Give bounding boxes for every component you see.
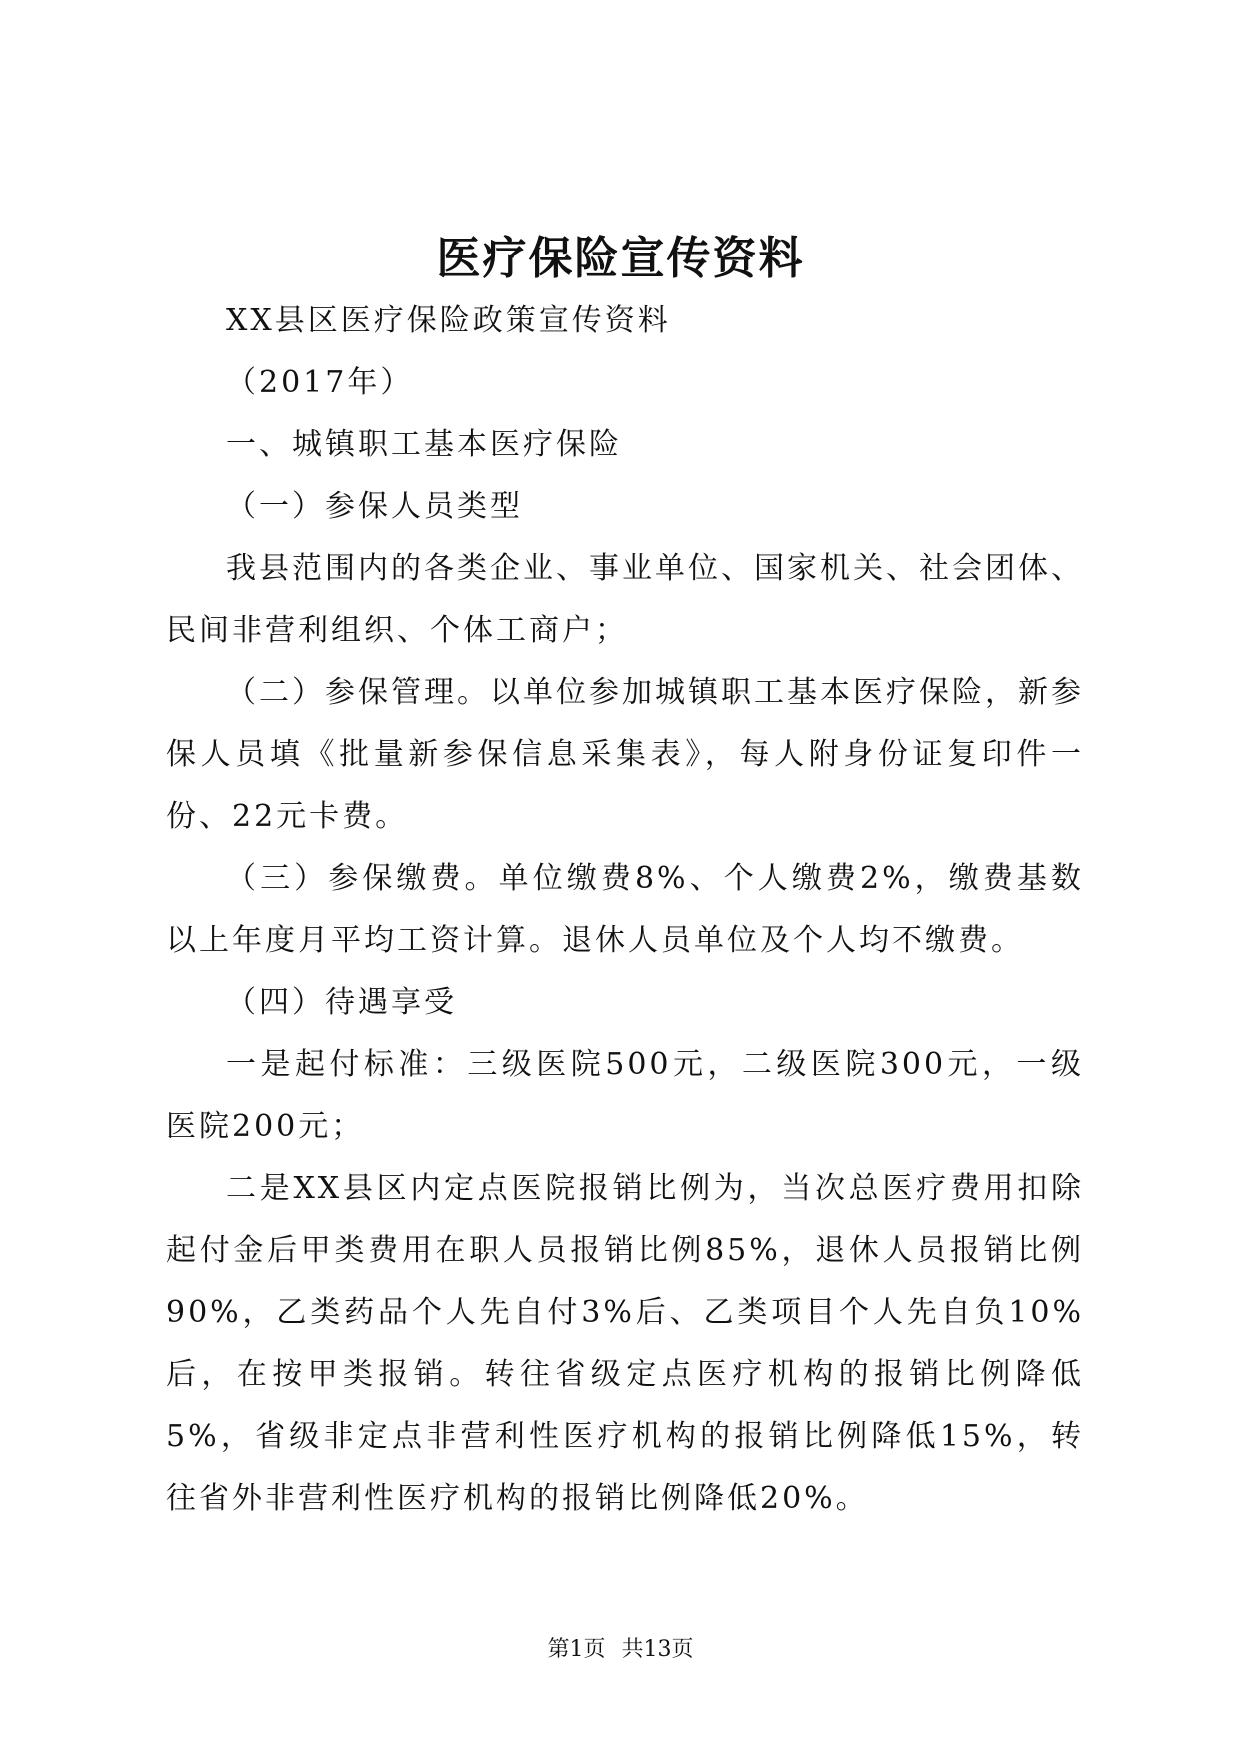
subsection-heading-1: （一）参保人员类型: [226, 489, 523, 524]
subsection-heading-4: （四）待遇享受: [226, 985, 457, 1020]
body-paragraph: 我县范围内的各类企业、事业单位、国家机关、社会团体、民间非营利组织、个体工商户；: [166, 551, 1084, 648]
body-paragraph: 一是起付标准：三级医院500元，二级医院300元，一级医院200元；: [166, 1047, 1084, 1144]
page-total: 共13页: [621, 1637, 694, 1662]
page-footer: [0, 1632, 1241, 1663]
document-title: 医疗保险宣传资料: [436, 233, 805, 284]
year-paragraph: （2017年）: [226, 365, 414, 400]
subtitle-paragraph: XX县区医疗保险政策宣传资料: [226, 303, 671, 338]
body-paragraph: （二）参保管理。以单位参加城镇职工基本医疗保险，新参保人员填《批量新参保信息采集表》，每人附身份证复印件一份、22元卡费。: [166, 675, 1084, 834]
document-body: [166, 290, 1084, 1530]
section-heading-1: 一、城镇职工基本医疗保险: [226, 427, 622, 462]
body-paragraph: （三）参保缴费。单位缴费8%、个人缴费2%，缴费基数以上年度月平均工资计算。退休人员单位及个人均不缴费。: [166, 861, 1084, 958]
page-number: 第1页: [547, 1637, 606, 1662]
body-paragraph: 二是XX县区内定点医院报销比例为，当次总医疗费用扣除起付金后甲类费用在职人员报销比例85%，退休人员报销比例90%，乙类药品个人先自付3%后、乙类项目个人先自负10%后，在按甲类报销。转往省级定点医疗机构的报销比例降低5%，省级非定点非营利性医疗机构的报销比例降低15%，转往省外非营利性医疗机构的报销比例降低20%。: [166, 1171, 1084, 1516]
